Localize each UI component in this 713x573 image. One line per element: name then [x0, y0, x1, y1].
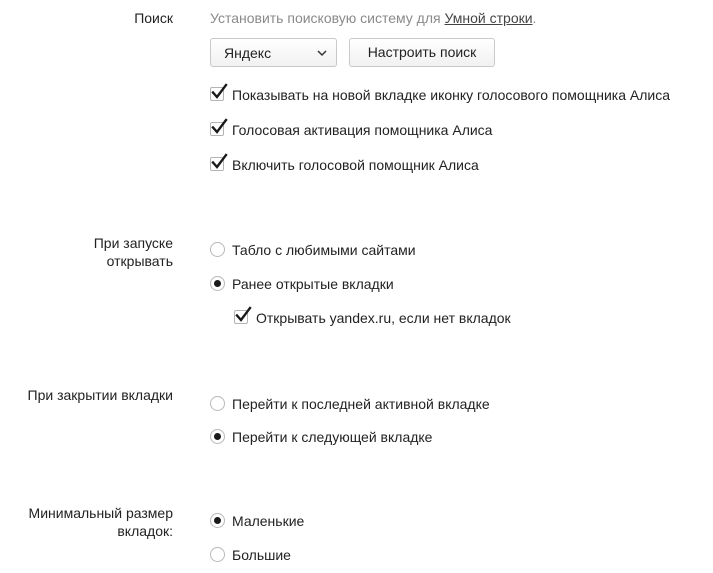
- tab-size-section-label: [29, 504, 173, 540]
- option-label: Маленькие: [232, 513, 305, 529]
- checkbox[interactable]: [210, 157, 224, 171]
- search-engine-select[interactable]: [210, 38, 337, 67]
- option-label: Ранее открытые вкладки: [232, 276, 394, 292]
- checkmark-icon: [210, 153, 228, 171]
- option-label: Показывать на новой вкладке иконку голосового помощника Алиса: [232, 87, 670, 103]
- option-label: Включить голосовой помощник Алиса: [232, 157, 479, 173]
- option-label: Перейти к следующей вкладке: [232, 429, 433, 445]
- search-hint: [210, 9, 536, 27]
- radio-button[interactable]: [210, 513, 225, 528]
- tab-close-section-label: При закрытии вкладки: [27, 387, 173, 403]
- tab-size-label-line1: Минимальный размер: [28, 505, 173, 521]
- search-engine-value: Яндекс: [224, 45, 272, 61]
- checkbox[interactable]: [210, 122, 224, 136]
- configure-search-button[interactable]: Настроить поиск: [349, 38, 495, 67]
- startup-section-label: [94, 234, 173, 270]
- chevron-down-icon: [317, 49, 327, 57]
- tab-size-label-line2: вкладок:: [117, 523, 173, 539]
- radio-button[interactable]: [210, 547, 225, 562]
- checkbox[interactable]: [210, 87, 224, 101]
- radio-button[interactable]: [210, 429, 225, 444]
- radio-selected-dot: [214, 517, 221, 524]
- startup-label-line1: При запуске: [93, 235, 173, 251]
- option-label: Перейти к последней активной вкладке: [232, 396, 490, 412]
- radio-button[interactable]: [210, 396, 225, 411]
- radio-button[interactable]: [210, 242, 225, 257]
- startup-label-line2: открывать: [106, 253, 173, 269]
- radio-button[interactable]: [210, 276, 225, 291]
- radio-selected-dot: [214, 280, 221, 287]
- search-hint-text: Установить поисковую систему для: [210, 10, 445, 26]
- option-label: Большие: [232, 547, 291, 563]
- checkbox[interactable]: [234, 310, 248, 324]
- option-label: Открывать yandex.ru, если нет вкладок: [256, 310, 511, 326]
- option-label: Табло с любимыми сайтами: [232, 242, 416, 258]
- option-label: Голосовая активация помощника Алиса: [232, 122, 493, 138]
- smart-bar-link[interactable]: Умной строки: [444, 10, 533, 26]
- search-hint-suffix: .: [532, 10, 537, 26]
- checkmark-icon: [210, 83, 228, 101]
- search-section-label: Поиск: [134, 10, 173, 26]
- checkmark-icon: [234, 306, 252, 324]
- checkmark-icon: [210, 118, 228, 136]
- radio-selected-dot: [214, 433, 221, 440]
